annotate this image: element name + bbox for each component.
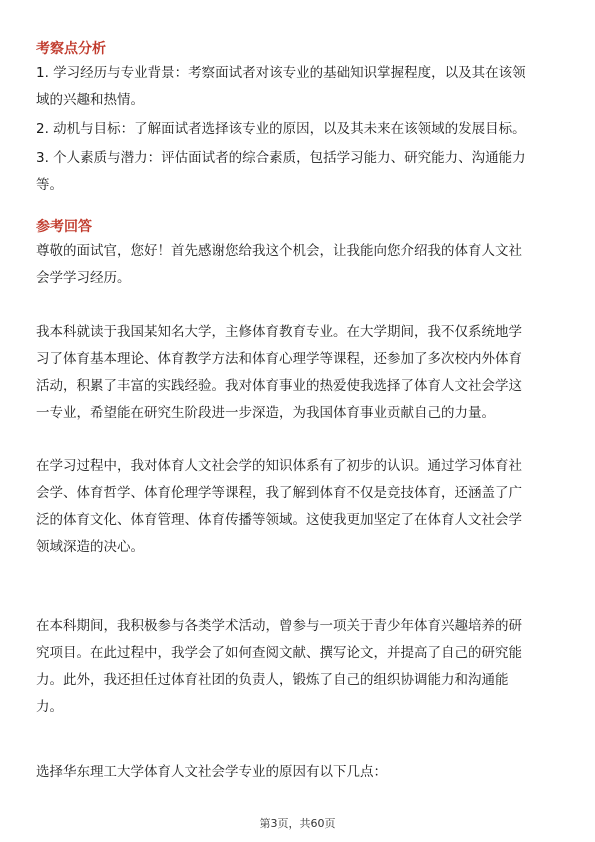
answer-paragraph-3: 在学习过程中，我对体育人文社会学的知识体系有了初步的认识。通过学习体育社 会学、体育哲学、体育伦理学等课程，我了解到体育不仅是竞技体育，还涵盖了广 泛的体育文化、体育管理、体育传播等领域。这使我更加坚定了在体育人文社会学 领域深造的决心。 [36, 458, 522, 555]
analysis-item-2: 2. 动机与目标：了解面试者选择该专业的原因，以及其未来在该领域的发展目标。 [36, 121, 526, 137]
answer-paragraph-1: 尊敬的面试官，您好！首先感谢您给我这个机会，让我能向您介绍我的体育人文社 会学学习经历。 [36, 243, 522, 286]
analysis-item-3: 3. 个人素质与潜力：评估面试者的综合素质，包括学习能力、研究能力、沟通能力 等。 [36, 150, 526, 193]
section-heading-analysis: 考察点分析 [36, 41, 106, 57]
page-number: 第3页，共60页 [259, 817, 336, 830]
section-heading-reference-answer: 参考回答 [36, 219, 92, 235]
answer-paragraph-4: 在本科期间，我积极参与各类学术活动，曾参与一项关于青少年体育兴趣培养的研 究项目。在此过程中，我学会了如何查阅文献、撰写论文，并提高了自己的研究能 力。此外，我还担任过体育社团的负责人，锻炼了自己的组织协调能力和沟通能 力。 [36, 618, 522, 715]
answer-paragraph-5: 选择华东理工大学体育人文社会学专业的原因有以下几点： [36, 764, 387, 780]
analysis-item-1: 1. 学习经历与专业背景：考察面试者对该专业的基础知识掌握程度，以及其在该领 域的兴趣和热情。 [36, 65, 526, 108]
answer-paragraph-2: 我本科就读于我国某知名大学，主修体育教育专业。在大学期间，我不仅系统地学 习了体育基本理论、体育教学方法和体育心理学等课程，还参加了多次校内外体育 活动，积累了丰富的实践经验。我对体育事业的热爱使我选择了体育人文社会学这 一专业，希望能在研究生阶段进一步深造，为我国体育事业贡献自己的力量。 [36, 324, 522, 421]
